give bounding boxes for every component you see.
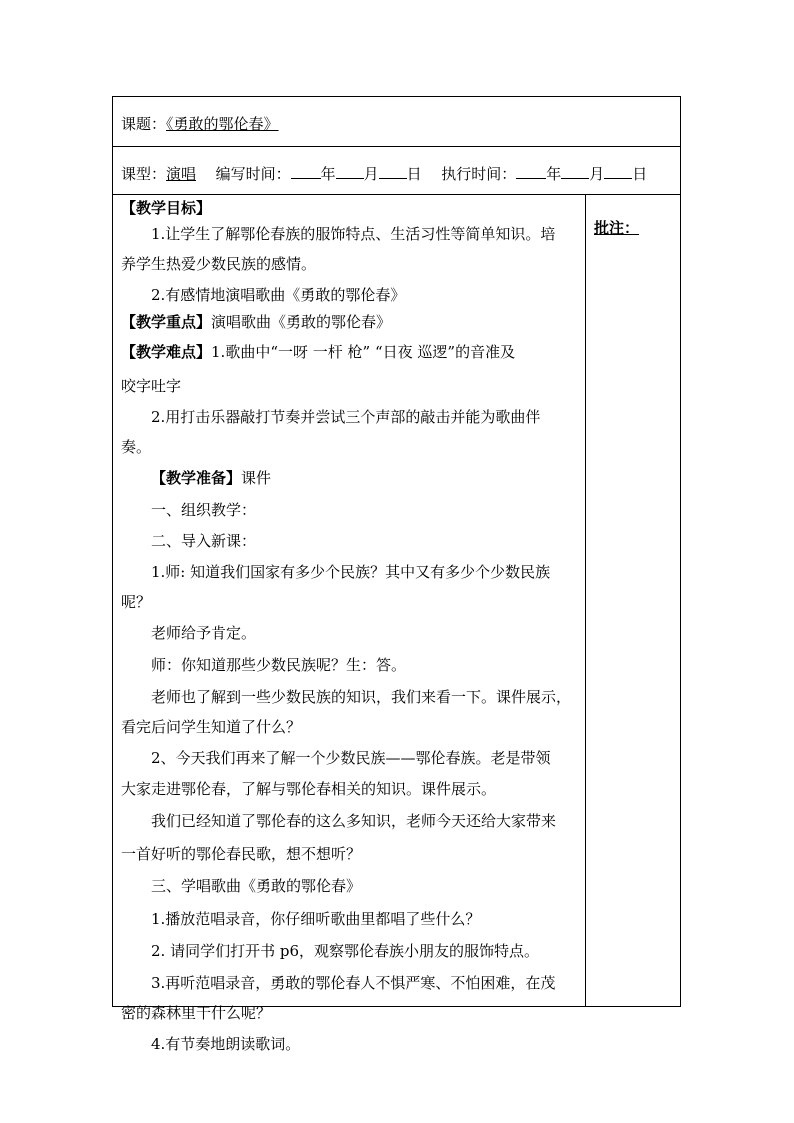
key-text: 演唱歌曲《勇敢的鄂伦春》 [211,313,392,331]
song-line-b: 一首好听的鄂伦春民歌，想不想听？ [121,845,362,863]
diff-line-b: 咬字吐字 [121,377,182,395]
exec-year-blank [516,164,546,179]
today-line-b: 大家走进鄂伦春，了解与鄂伦春相关的知识。课件展示。 [121,780,497,798]
know-line-a: 老师也了解到一些少数民族的知识，我们来看一下。课件展示， [151,688,572,706]
question-1-line-a: 1.师: 知道我们国家有多少个民族？其中又有多少个少数民族 [151,563,551,581]
song-line-a: 我们已经知道了鄂伦春的这么多知识，老师今天还给大家带来 [151,812,557,830]
exec-year-unit: 年 [546,165,562,183]
sing-step-1: 1.播放范唱录音，你仔细听歌曲里都唱了些什么？ [151,910,481,928]
today-line-a: 2、今天我们再来了解一个少数民族——鄂伦春族。老是带领 [151,749,551,767]
sing-step-3-line-b: 密的森林里干什么呢？ [121,1004,272,1022]
notes-cell [586,195,680,1006]
question-2-line: 师：你知道那些少数民族呢？生：答。 [151,656,407,674]
lesson-content-cell [113,195,586,1053]
affirm-line: 老师给予肯定。 [151,624,257,642]
sing-step-3-line-a: 3.再听范唱录音，勇敢的鄂伦春人不惧严寒、不怕困难，在茂 [151,974,556,992]
goal-heading: 【教学目标】 [121,199,212,217]
write-year-unit: 年 [320,165,336,183]
step-1: 一、组织教学： [151,501,257,519]
exec-month-blank [561,164,589,179]
type-label: 课型： [121,165,167,183]
write-day-unit: 日 [406,165,422,183]
diff-1a: 1.歌曲中“一呀 一杆 枪” “日夜 巡逻”的音准及 [211,343,516,361]
topic-value: 《勇敢的鄂伦春》 [166,115,279,133]
goal-heading-line [121,197,581,219]
question-1-line-b: 呢？ [121,593,152,611]
exec-time-label: 执行时间： [441,165,517,183]
type-value: 演唱 [166,165,197,183]
diff-line-a [121,333,581,371]
prep-line [121,461,581,495]
type-line [121,163,647,184]
goal-2-line: 2.有感情地演唱歌曲《勇敢的鄂伦春》 [151,286,406,304]
sing-step-4: 4.有节奏地朗读歌词。 [151,1035,301,1053]
lesson-content [121,197,581,1061]
prep-heading: 【教学准备】 [151,469,242,487]
write-day-blank [379,164,407,179]
exec-day-blank [604,164,632,179]
goal-1-line-b: 养学生热爱少数民族的感情。 [121,255,317,273]
goal-1-line-a: 1.让学生了解鄂伦春族的服饰特点、生活习性等简单知识。培 [151,225,556,243]
type-row [113,147,680,195]
write-time-label: 编写时间： [215,165,291,183]
step-3: 三、学唱歌曲《勇敢的鄂伦春》 [151,877,362,895]
step-2: 二、导入新课： [151,532,257,550]
diff-heading: 【教学难点】 [121,343,212,361]
exec-day-unit: 日 [632,165,648,183]
key-heading: 【教学重点】 [121,313,212,331]
diff-2-line-a: 2.用打击乐器敲打节奏并尝试三个声部的敲击并能为歌曲伴 [151,408,541,426]
topic-label: 课题： [121,115,167,133]
prep-text: 课件 [241,469,272,487]
lesson-plan-table [112,96,681,1053]
topic-row [113,97,680,147]
write-year-blank [291,164,321,179]
know-line-b: 看完后问学生知道了什么？ [121,718,302,736]
diff-2-line-b: 奏。 [121,438,152,456]
exec-month-unit: 月 [589,165,605,183]
sing-step-2: 2. 请同学们打开书 p6，观察鄂伦春族小朋友的服饰特点。 [151,942,539,960]
topic-line [121,113,299,134]
write-month-unit: 月 [363,165,379,183]
key-line [121,311,581,333]
write-month-blank [336,164,364,179]
notes-label: 批注： [594,219,640,237]
